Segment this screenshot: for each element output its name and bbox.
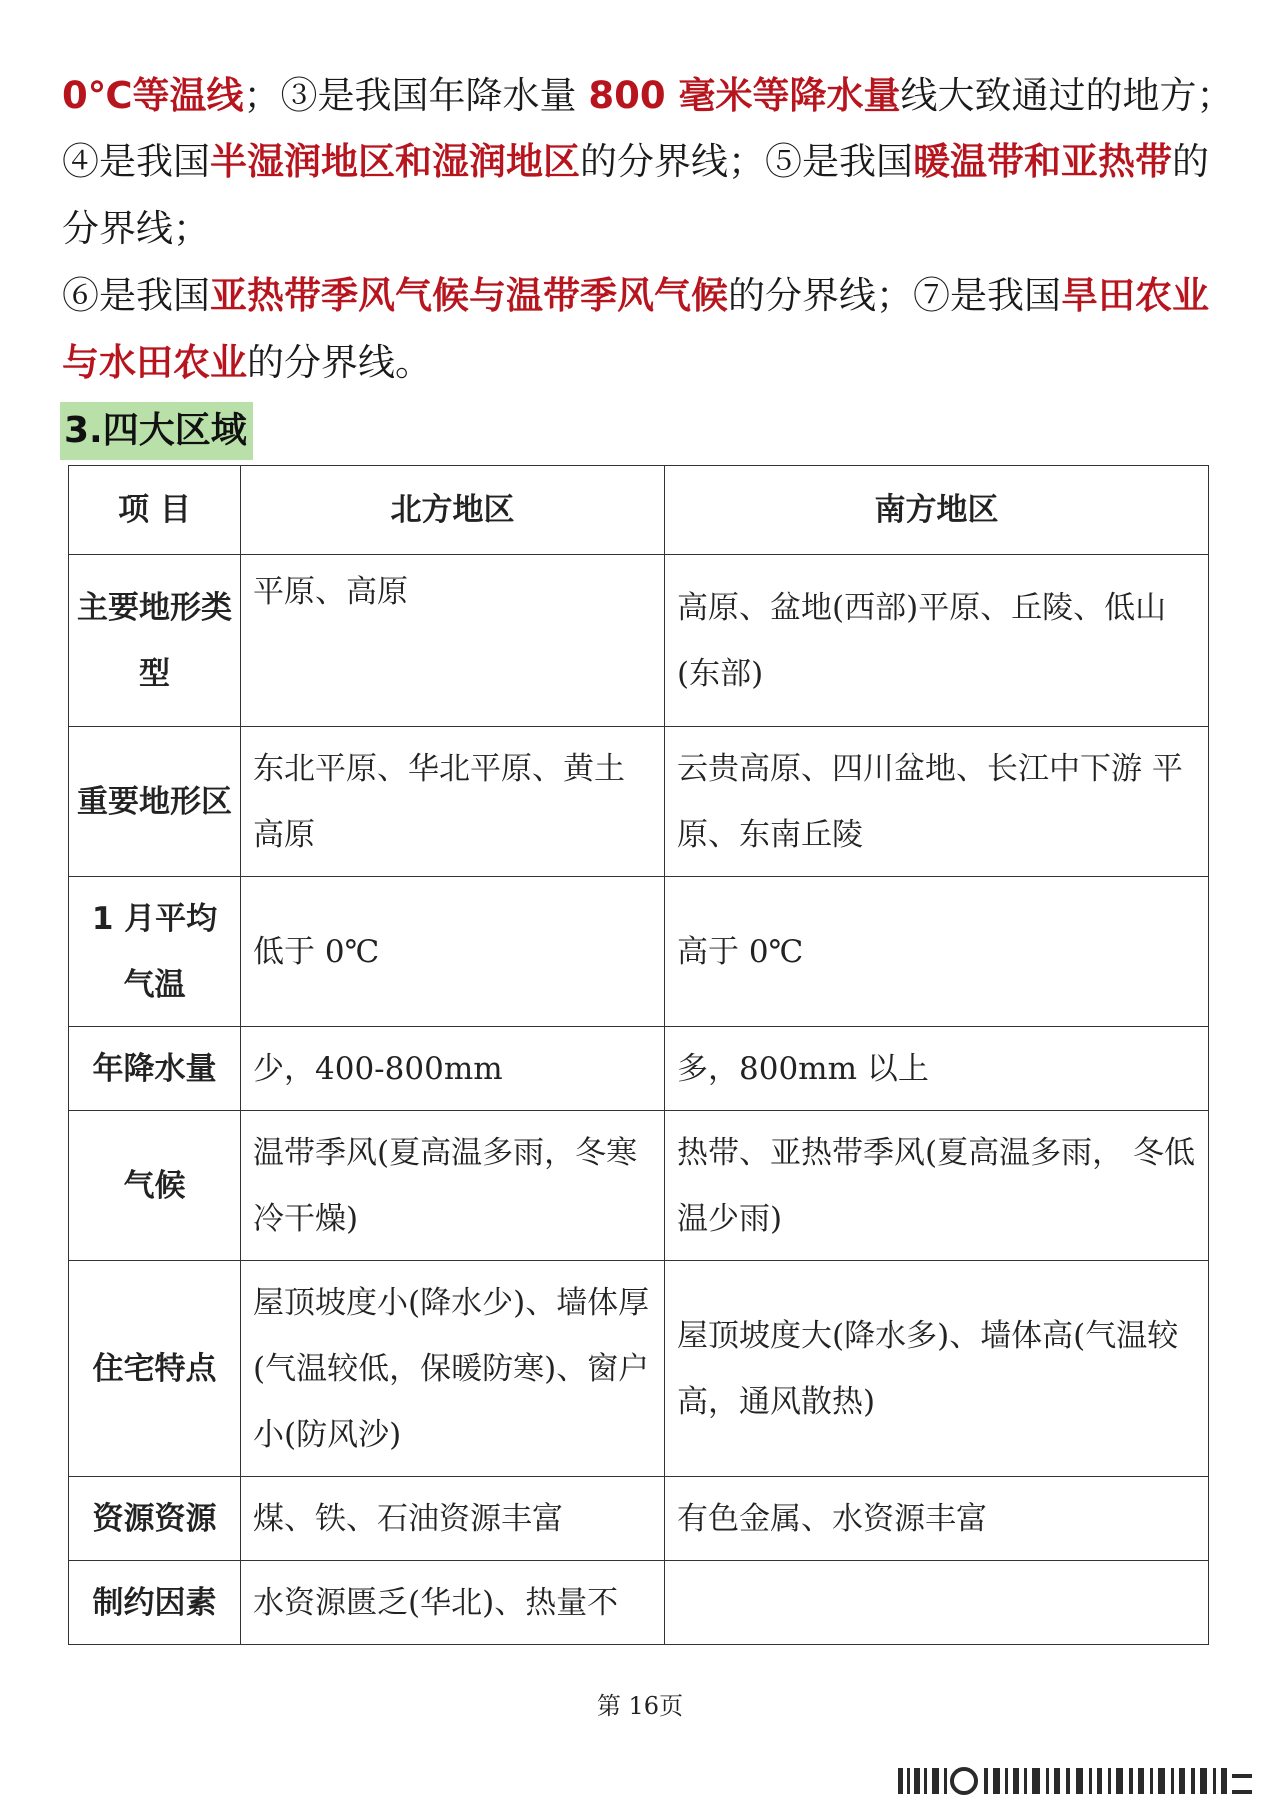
highlight-text: 暖温带和亚热带 [913,140,1172,183]
body-text: ④是我国 [62,140,210,183]
table-row [69,1027,1209,1111]
highlight-text: 半湿润地区和湿润地区 [210,140,580,183]
highlight-text: 亚热带季风气候与温带季风气候 [210,274,728,317]
table-row [69,555,1209,727]
table-row [69,877,1209,1027]
body-text: 的分界线；⑦是我国 [728,274,1061,317]
row-label: 制约因素 [69,1561,241,1645]
table-header-row [69,466,1209,555]
watermark-barcode-icon [898,1764,1256,1798]
highlight-text: 800 毫米等降水量 [588,74,901,117]
south-cell: 有色金属、水资源丰富 [665,1477,1209,1561]
south-cell: 屋顶坡度大(降水多)、墙体高(气温较高，通风散热) [665,1261,1209,1477]
row-label: 资源资源 [69,1477,241,1561]
south-cell: 高原、盆地(西部)平原、丘陵、低山(东部) [665,555,1209,727]
table-row [69,1477,1209,1561]
table-row [69,1261,1209,1477]
row-label: 住宅特点 [69,1261,241,1477]
row-label: 主要地形类型 [69,555,241,727]
row-label: 重要地形区 [69,727,241,877]
header-north: 北方地区 [241,466,665,555]
table-row [69,1561,1209,1645]
table-row [69,1111,1209,1261]
north-cell: 水资源匮乏(华北)、热量不 [241,1561,665,1645]
highlight-text: 0℃等温线 [62,74,244,117]
regions-table [68,465,1209,1645]
south-cell: 热带、亚热带季风(夏高温多雨， 冬低温少雨) [665,1111,1209,1261]
south-cell: 多，800mm 以上 [665,1027,1209,1111]
north-cell: 煤、铁、石油资源丰富 [241,1477,665,1561]
north-cell: 少，400-800mm [241,1027,665,1111]
row-label: 1 月平均气温 [69,877,241,1027]
south-cell [665,1561,1209,1645]
south-cell: 高于 0℃ [665,877,1209,1027]
body-text: 的分界线。 [247,341,432,384]
header-south: 南方地区 [665,466,1209,555]
highlight-text: 旱田农业与水田农业 [62,274,1209,384]
north-cell: 平原、高原 [241,555,665,727]
section-heading: 3.四大区域 [60,402,253,460]
north-cell: 屋顶坡度小(降水少)、墙体厚(气温较低，保暖防寒)、窗户小(防风沙) [241,1261,665,1477]
row-label: 气候 [69,1111,241,1261]
paragraph-2 [62,128,1242,262]
body-text: 的分界线； [62,140,1209,250]
north-cell: 低于 0℃ [241,877,665,1027]
row-label: 年降水量 [69,1027,241,1111]
body-text: 的分界线；⑤是我国 [580,140,913,183]
paragraph-3 [62,262,1242,396]
header-item: 项 目 [69,466,241,555]
body-text: 线大致通过的地方； [900,74,1234,117]
north-cell: 东北平原、华北平原、黄土高原 [241,727,665,877]
page-number: 第 16页 [596,1692,684,1720]
south-cell: 云贵高原、四川盆地、长江中下游 平原、东南丘陵 [665,727,1209,877]
north-cell: 温带季风(夏高温多雨，冬寒冷干燥) [241,1111,665,1261]
table-row [69,727,1209,877]
body-text: ⑥是我国 [62,274,210,317]
paragraph-1 [62,62,1242,129]
body-text: ；③是我国年降水量 [243,74,589,117]
